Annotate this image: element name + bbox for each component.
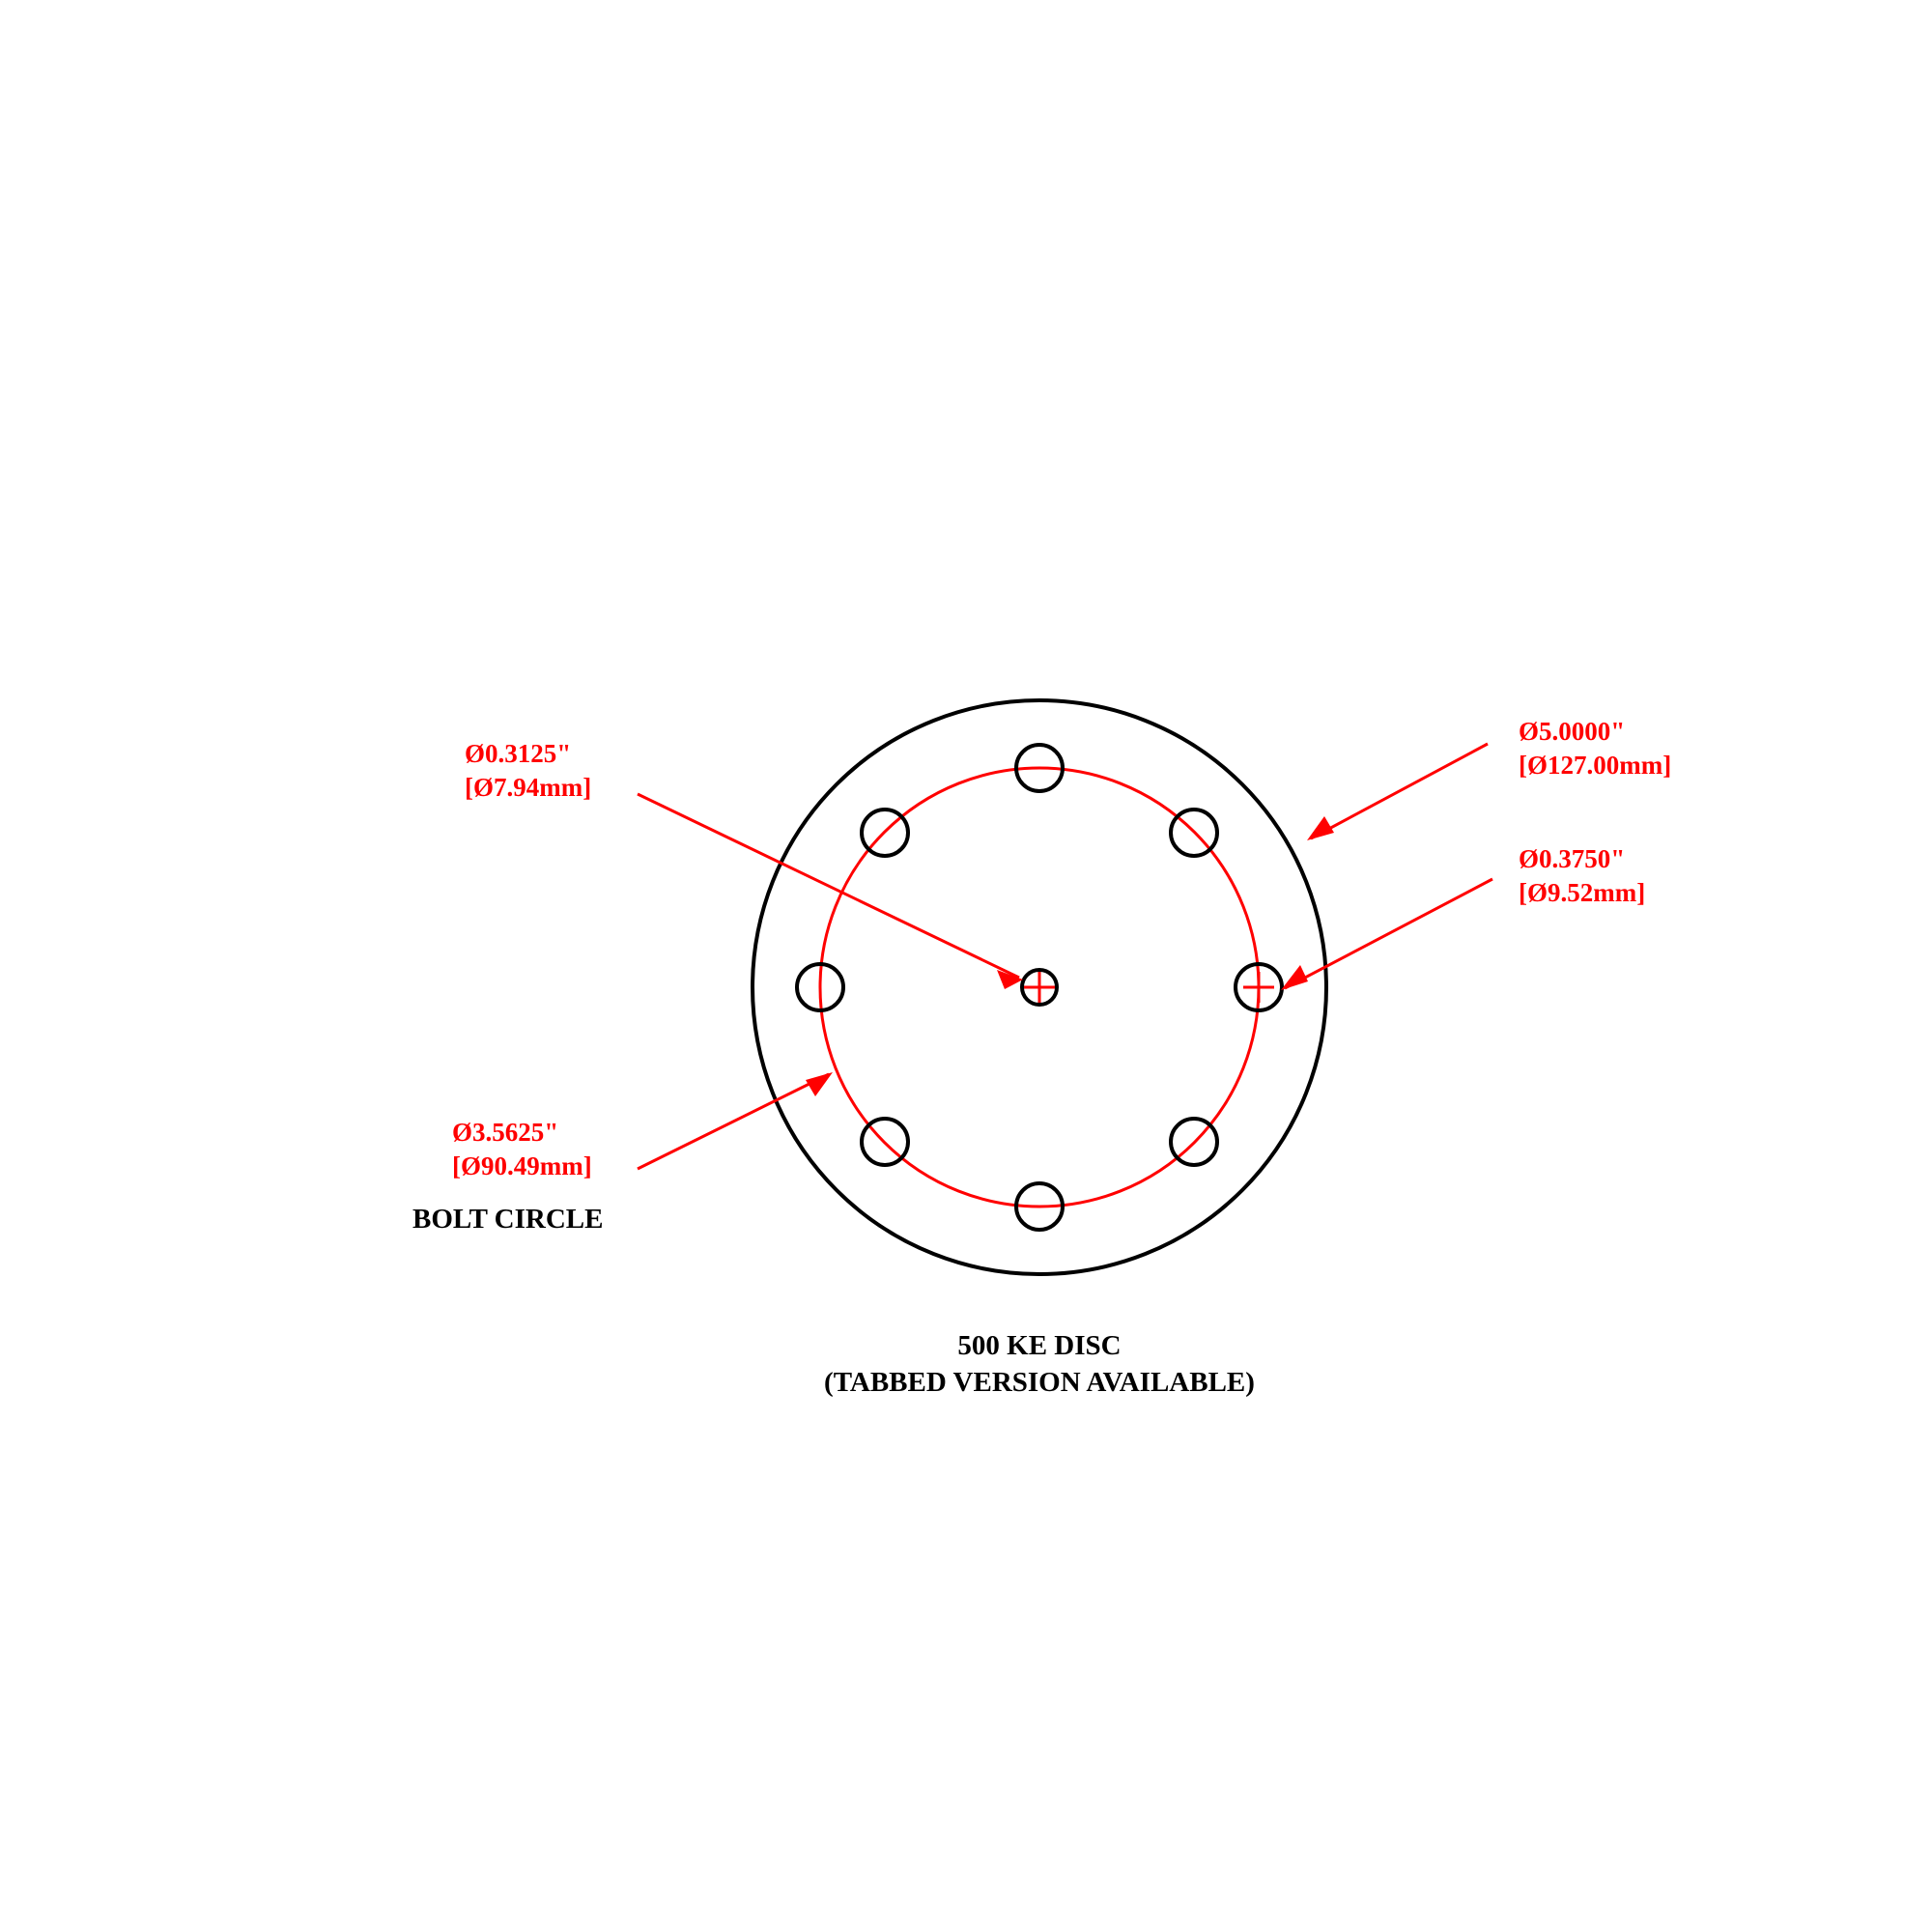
annotation-line-2: [Ø7.94mm] — [465, 772, 592, 802]
annotation-line-1: Ø3.5625" — [452, 1118, 559, 1147]
annotation-bolt-circle-label: BOLT CIRCLE — [412, 1204, 604, 1235]
drawing-title — [653, 1328, 1426, 1401]
leader-bolt-circle-diameter — [638, 1072, 833, 1169]
annotation-bolt-hole-diameter — [465, 737, 591, 804]
center-mark — [1024, 972, 1055, 1003]
drawing-title-line-2: (TABBED VERSION AVAILABLE) — [824, 1366, 1255, 1398]
annotation-outer-diameter — [1519, 715, 1671, 781]
annotation-bolt-circle-diameter — [452, 1116, 592, 1182]
right-hole-center-mark — [1243, 972, 1274, 1003]
leader-outer-diameter — [1307, 744, 1488, 840]
annotation-line-2: [Ø127.00mm] — [1519, 750, 1672, 780]
leader-bolt-hole-diameter — [638, 794, 1023, 989]
annotation-line-2: [Ø90.49mm] — [452, 1151, 592, 1180]
annotation-line-1: Ø0.3125" — [465, 739, 572, 768]
annotation-center-hole-diameter — [1519, 842, 1645, 909]
annotation-line-1: Ø0.3750" — [1519, 844, 1626, 873]
annotation-line-1: Ø5.0000" — [1519, 717, 1626, 746]
drawing-title-line-1: 500 KE DISC — [957, 1330, 1122, 1361]
annotation-line-2: [Ø9.52mm] — [1519, 877, 1646, 907]
